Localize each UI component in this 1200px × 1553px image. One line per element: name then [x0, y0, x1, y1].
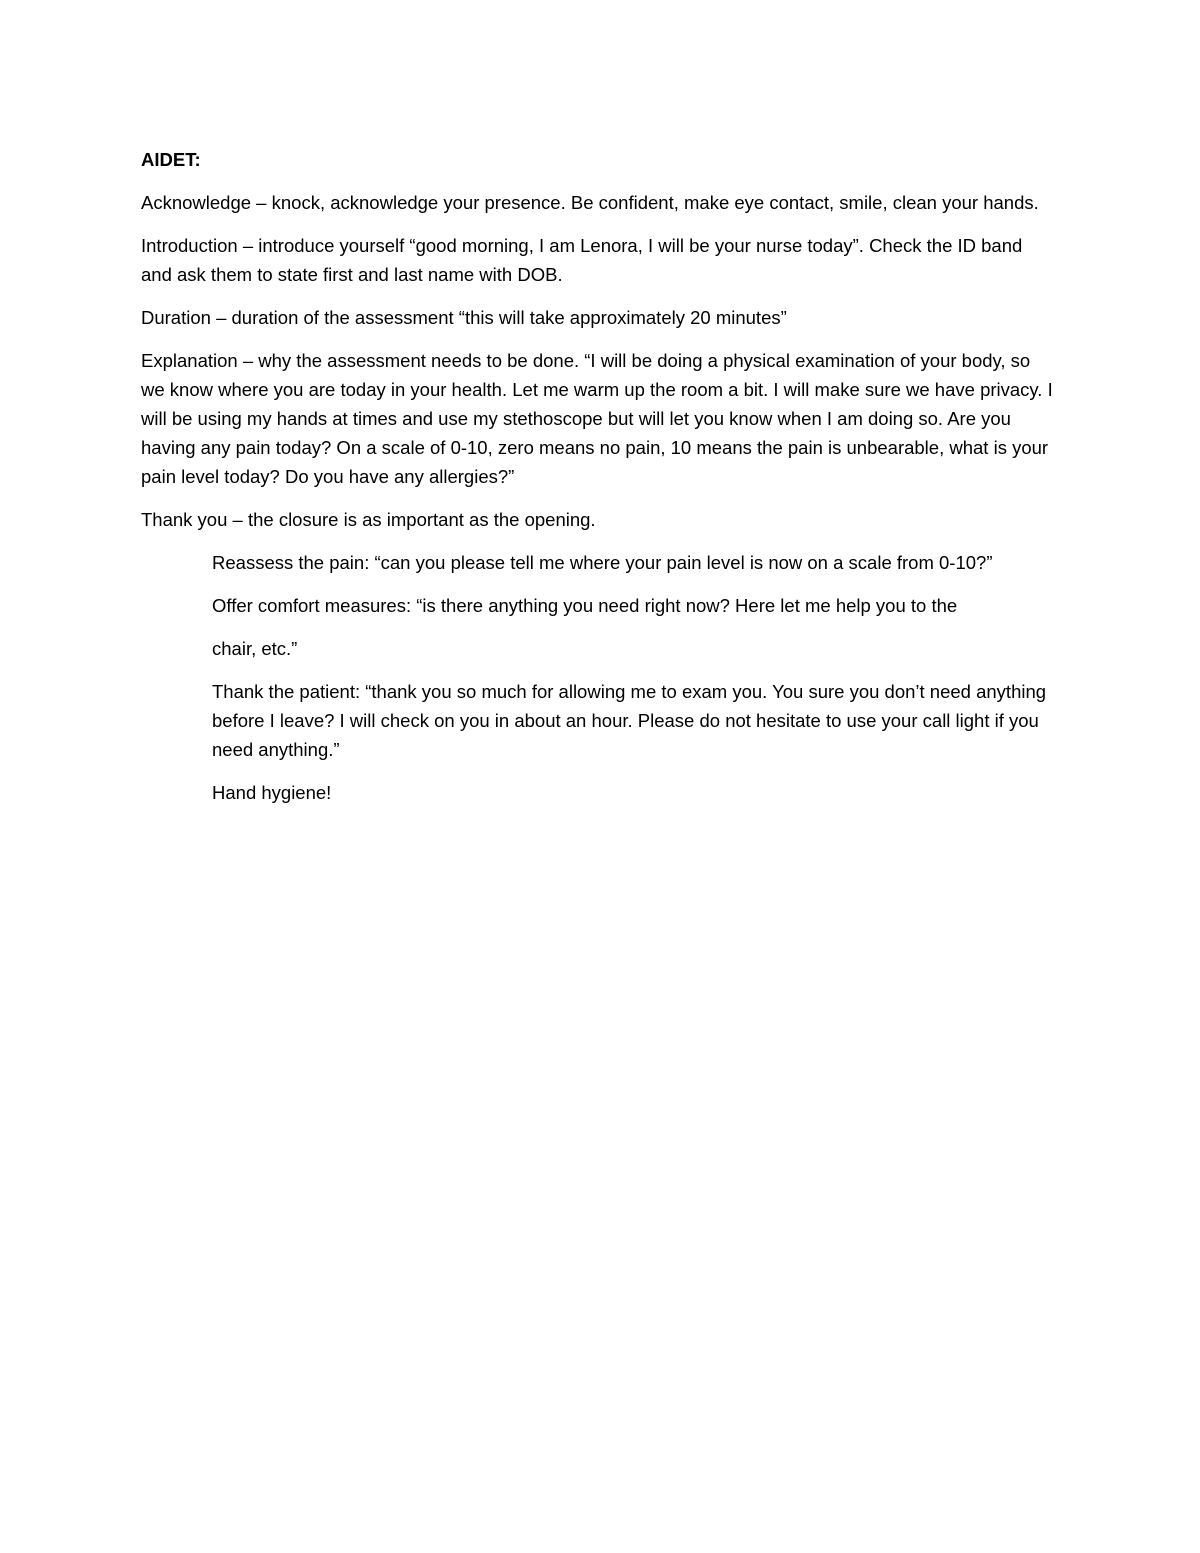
explanation-term: Explanation [141, 350, 238, 371]
offer-comfort-line-2: chair, etc.” [212, 638, 298, 659]
acknowledge-text: knock, acknowledge your presence. Be confident, make eye contact, smile, clean your hands. [271, 192, 1039, 213]
thank-you-term: Thank you [141, 509, 228, 530]
thank-you-text: is as important as the opening. [338, 509, 596, 530]
document-title: AIDET: [141, 149, 201, 170]
explanation-paragraph [141, 346, 1056, 491]
acknowledge-dash: – [251, 192, 272, 213]
thank-patient-paragraph: Thank the patient: “thank you so much for allowing me to exam you. You sure you don’t need anything before I leave? I will check on you in about an hour. Please do not hesitate to use your call light if you need anything.” [212, 681, 1047, 760]
duration-paragraph [141, 303, 1056, 332]
acknowledge-paragraph [141, 188, 1056, 217]
duration-text: duration of the assessment “this will take approximately 20 minutes” [231, 307, 787, 328]
explanation-dash: – [237, 350, 259, 371]
thank-you-emphasis: the closure [247, 509, 339, 530]
acknowledge-term: Acknowledge [141, 192, 252, 213]
document-body [141, 145, 1056, 807]
introduction-dash: – [237, 235, 259, 256]
reassess-pain-paragraph: Reassess the pain: “can you please tell me where your pain level is now on a scale from 0-10?” [212, 552, 993, 573]
duration-dash: – [210, 307, 232, 328]
thank-you-paragraph [141, 505, 1056, 534]
introduction-text: introduce yourself “good morning, I am Lenora, I will be your nurse today”. Check the ID band and ask them to state first and last name with DOB. [141, 235, 1023, 285]
hand-hygiene-paragraph: Hand hygiene! [212, 782, 332, 803]
introduction-term: Introduction [141, 235, 238, 256]
introduction-paragraph [141, 231, 1056, 289]
offer-comfort-line-1: Offer comfort measures: “is there anything you need right now? Here let me help you to the [212, 595, 958, 616]
duration-term: Duration [141, 307, 211, 328]
explanation-text: why the assessment needs to be done. “I will be doing a physical examination of your body, so we know where you are today in your health. Let me warm up the room a bit. I will make sure we have privacy. I will be using my hands at times and use my stethoscope but will let you know when I am doing so. Are you having any pain today? On a scale of 0-10, zero means no pain, 10 means the pain is unbearable, what is your pain level today? Do you have any allergies?” [141, 350, 1053, 487]
thank-you-dash: – [227, 509, 248, 530]
